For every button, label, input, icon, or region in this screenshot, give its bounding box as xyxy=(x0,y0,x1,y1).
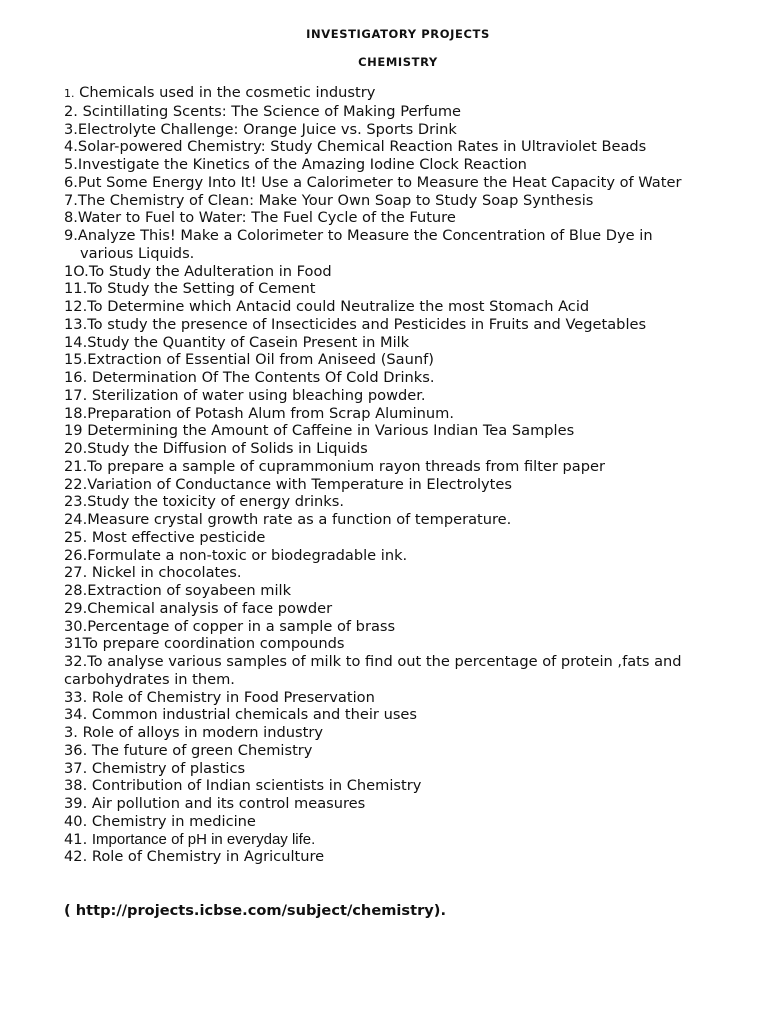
list-item-text: 19 Determining the Amount of Caffeine in Various Indian Tea Samples xyxy=(64,422,575,440)
list-item xyxy=(64,405,754,423)
list-item xyxy=(64,706,754,724)
list-item-text: 33. Role of Chemistry in Food Preservation xyxy=(64,688,375,706)
list-item-text: 16. Determination Of The Contents Of Cold Drinks. xyxy=(64,369,435,386)
list-item xyxy=(64,618,754,636)
list-item-text: 9.Analyze This! Make a Colorimeter to Measure the Concentration of Blue Dye in xyxy=(64,227,653,244)
list-item xyxy=(64,600,754,618)
list-item-text: 11.To Study the Setting of Cement xyxy=(64,280,316,298)
list-item-text: 31To prepare coordination compounds xyxy=(64,635,345,653)
list-item-text: Chemicals used in the cosmetic industry xyxy=(74,84,376,101)
list-item-text: 3. Role of alloys in modern industry xyxy=(64,724,323,741)
list-item-text: 1O.To Study the Adulteration in Food xyxy=(64,262,332,280)
list-item-text: 42. Role of Chemistry in Agriculture xyxy=(64,848,325,866)
list-item xyxy=(64,263,754,281)
list-item-text: 5.Investigate the Kinetics of the Amazing Iodine Clock Reaction xyxy=(64,156,527,173)
list-item-text: 2. Scintillating Scents: The Science of Making Perfume xyxy=(64,102,462,120)
list-item-text: 27. Nickel in chocolates. xyxy=(64,564,242,582)
list-item-text: 39. Air pollution and its control measures xyxy=(64,795,366,812)
document-title: INVESTIGATORY PROJECTS xyxy=(306,27,490,41)
list-item xyxy=(64,848,754,866)
list-item xyxy=(64,387,754,405)
list-item-text: 7.The Chemistry of Clean: Make Your Own Soap to Study Soap Synthesis xyxy=(64,191,594,209)
list-item xyxy=(64,298,754,316)
list-item xyxy=(64,227,754,245)
list-item-text: 4.Solar-powered Chemistry: Study Chemical Reaction Rates in Ultraviolet Beads xyxy=(64,138,647,156)
list-item-text: 18.Preparation of Potash Alum from Scrap Aluminum. xyxy=(64,404,455,422)
list-item xyxy=(64,156,754,174)
list-item-text: 25. Most effective pesticide xyxy=(64,528,266,546)
list-item xyxy=(64,351,754,369)
list-item xyxy=(64,138,754,156)
list-item xyxy=(64,440,754,458)
list-item xyxy=(64,209,754,227)
list-item xyxy=(64,334,754,352)
list-item-text: 37. Chemistry of plastics xyxy=(64,759,246,777)
list-item-text: 30.Percentage of copper in a sample of brass xyxy=(64,617,396,635)
list-item-text: 32.To analyse various samples of milk to find out the percentage of protein ,fats and xyxy=(64,653,682,670)
list-item-text: carbohydrates in them. xyxy=(64,670,235,688)
list-item-text: 15.Extraction of Essential Oil from Aniseed (Saunf) xyxy=(64,351,434,369)
list-item-text: 28.Extraction of soyabeen milk xyxy=(64,582,292,599)
list-item xyxy=(64,653,754,671)
list-item xyxy=(64,635,754,653)
document-subtitle: CHEMISTRY xyxy=(358,55,438,69)
list-item xyxy=(64,689,754,707)
list-item xyxy=(64,777,754,795)
list-item xyxy=(64,742,754,760)
list-item xyxy=(64,280,754,298)
list-item-text: 34. Common industrial chemicals and their uses xyxy=(64,706,418,724)
list-item xyxy=(64,103,754,121)
list-item-continuation xyxy=(64,671,754,689)
list-item xyxy=(64,476,754,494)
list-item-continuation xyxy=(64,245,754,263)
list-item-number: 41. xyxy=(64,830,92,848)
list-item xyxy=(64,458,754,476)
list-item-text: various Liquids. xyxy=(80,244,195,262)
list-item-text: 20.Study the Diffusion of Solids in Liquids xyxy=(64,440,368,457)
list-item-text: 13.To study the presence of Insecticides and Pesticides in Fruits and Vegetables xyxy=(64,315,647,333)
list-item xyxy=(64,192,754,210)
list-item xyxy=(64,493,754,511)
list-item-text: 8.Water to Fuel to Water: The Fuel Cycle of the Future xyxy=(64,209,456,227)
list-item-text: 29.Chemical analysis of face powder xyxy=(64,599,333,617)
list-item-text: 36. The future of green Chemistry xyxy=(64,741,313,759)
list-item-text: 12.To Determine which Antacid could Neutralize the most Stomach Acid xyxy=(64,298,590,315)
list-item xyxy=(64,316,754,334)
list-item-text: 21.To prepare a sample of cuprammonium rayon threads from filter paper xyxy=(64,457,605,475)
list-item xyxy=(64,760,754,778)
list-item xyxy=(64,795,754,813)
list-item xyxy=(64,564,754,582)
list-item-text: 14.Study the Quantity of Casein Present in Milk xyxy=(64,333,410,351)
list-item-text: 6.Put Some Energy Into It! Use a Calorimeter to Measure the Heat Capacity of Water xyxy=(64,173,682,191)
source-link-text: ( http://projects.icbse.com/subject/chemistry). xyxy=(64,902,447,919)
list-item xyxy=(64,84,754,103)
list-item-text: 38. Contribution of Indian scientists in Chemistry xyxy=(64,777,422,795)
list-item xyxy=(64,724,754,742)
list-item-text: 23.Study the toxicity of energy drinks. xyxy=(64,493,344,511)
list-item-text: 24.Measure crystal growth rate as a function of temperature. xyxy=(64,511,512,528)
project-list xyxy=(64,84,754,866)
list-item xyxy=(64,547,754,565)
list-item xyxy=(64,511,754,529)
list-item xyxy=(64,813,754,831)
list-item xyxy=(64,121,754,139)
list-item xyxy=(64,174,754,192)
list-item-text: 26.Formulate a non-toxic or biodegradable ink. xyxy=(64,546,408,564)
list-item-text: Importance of pH in everyday life. xyxy=(91,830,316,848)
list-item-text: 22.Variation of Conductance with Temperature in Electrolytes xyxy=(64,475,512,493)
list-item xyxy=(64,582,754,600)
list-item xyxy=(64,369,754,387)
list-item-text: 17. Sterilization of water using bleaching powder. xyxy=(64,386,426,404)
list-item-number: 1. xyxy=(64,87,75,100)
list-item xyxy=(64,529,754,547)
list-item-text: 40. Chemistry in medicine xyxy=(64,812,256,830)
list-item xyxy=(64,831,754,849)
list-item xyxy=(64,422,754,440)
list-item-text: 3.Electrolyte Challenge: Orange Juice vs. Sports Drink xyxy=(64,120,457,138)
